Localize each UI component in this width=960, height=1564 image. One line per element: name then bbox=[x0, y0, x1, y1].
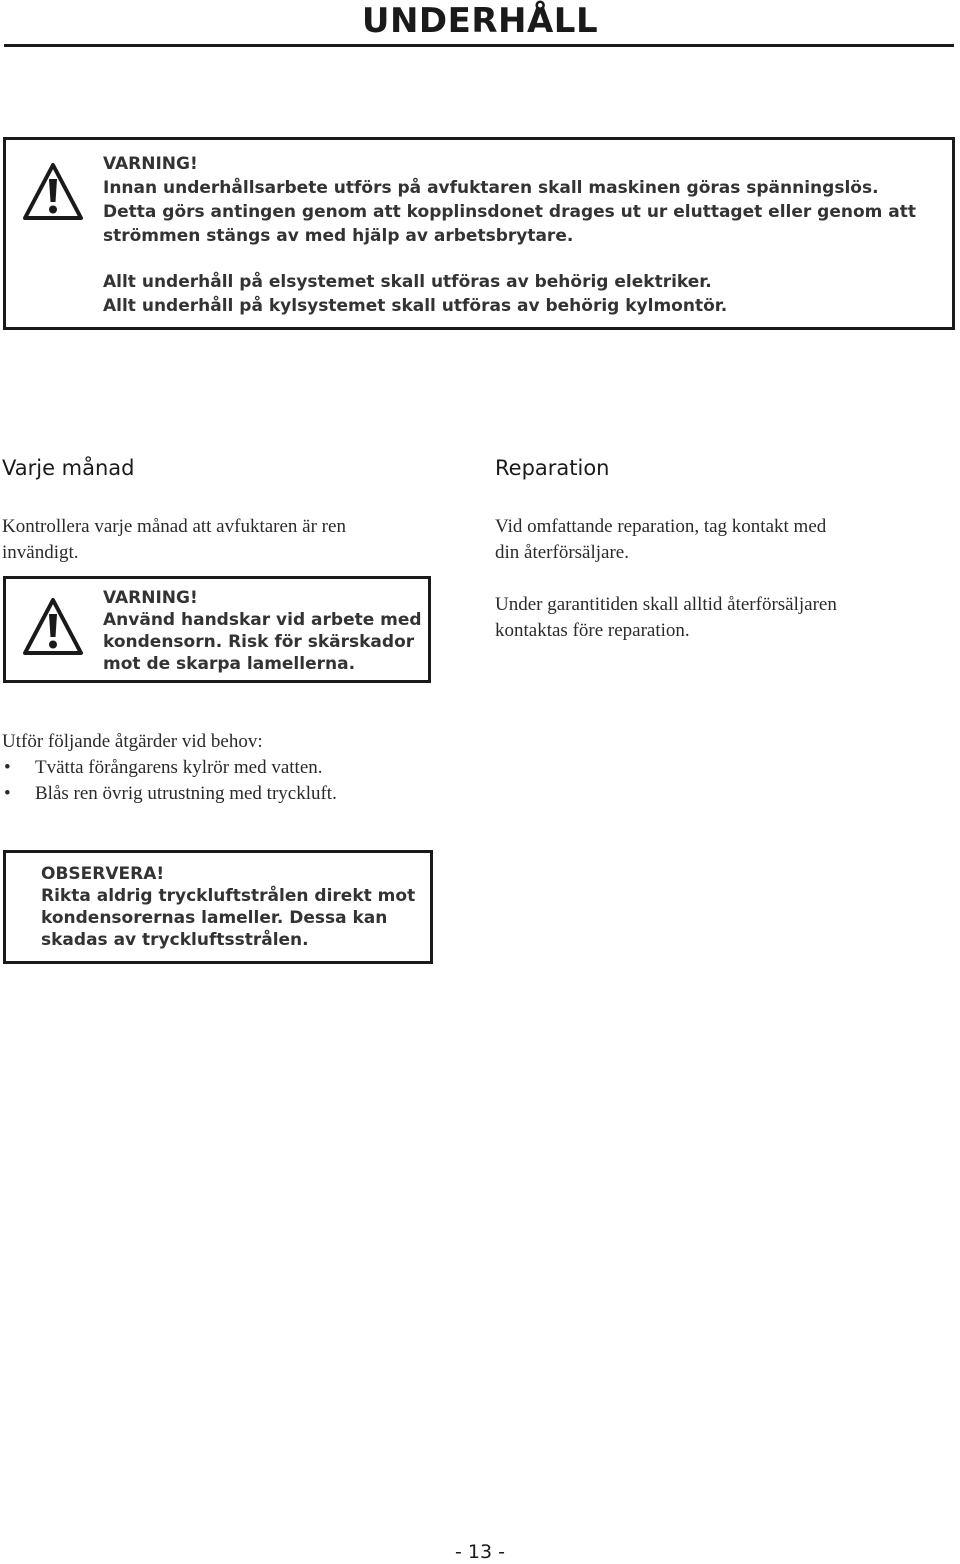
list-item-text: Tvätta förångarens kylrör med vatten. bbox=[35, 757, 323, 778]
warning-line: Detta görs antingen genom att kopplinsdonet drages ut ur eluttaget eller genom att bbox=[103, 202, 917, 222]
gloves-warning-text bbox=[103, 587, 428, 675]
warning-line: Innan underhållsarbete utförs på avfuktaren skall maskinen göras spänningslös. bbox=[103, 178, 879, 198]
repair-text bbox=[495, 514, 955, 644]
repair-heading: Reparation bbox=[495, 456, 610, 480]
gloves-warning-line: Använd handskar vid arbete med bbox=[103, 610, 422, 630]
warning-heading: VARNING! bbox=[103, 154, 198, 174]
monthly-text bbox=[2, 514, 462, 566]
monthly-heading: Varje månad bbox=[2, 456, 135, 480]
repair-para2-line: kontaktas före reparation. bbox=[495, 620, 690, 641]
gloves-warning-line: kondensorn. Risk för skärskador bbox=[103, 632, 415, 652]
note-text bbox=[41, 863, 431, 951]
repair-para2-line: Under garantitiden skall alltid återförsäljaren bbox=[495, 594, 837, 615]
warning-triangle-icon bbox=[22, 597, 84, 657]
note-box bbox=[3, 850, 433, 964]
note-line: Rikta aldrig tryckluftstrålen direkt mot bbox=[41, 886, 416, 906]
gloves-warning-heading: VARNING! bbox=[103, 588, 198, 608]
note-heading: OBSERVERA! bbox=[41, 864, 165, 884]
warning-line: Allt underhåll på kylsystemet skall utföras av behörig kylmontör. bbox=[103, 296, 728, 316]
note-line: skadas av tryckluftsstrålen. bbox=[41, 930, 309, 950]
monthly-text-line: invändigt. bbox=[2, 542, 79, 563]
warning-text bbox=[103, 152, 943, 318]
page-number: - 13 - bbox=[455, 1541, 505, 1563]
note-line: kondensorernas lameller. Dessa kan bbox=[41, 908, 388, 928]
actions-list bbox=[0, 755, 337, 807]
repair-para1-line: din återförsäljare. bbox=[495, 542, 629, 563]
list-item bbox=[0, 755, 337, 781]
monthly-text-line: Kontrollera varje månad att avfuktaren är ren bbox=[2, 516, 346, 537]
warning-line: strömmen stängs av med hjälp av arbetsbrytare. bbox=[103, 226, 574, 246]
list-item-text: Blås ren övrig utrustning med tryckluft. bbox=[35, 783, 337, 804]
warning-box bbox=[3, 137, 955, 330]
page-title: UNDERHÅLL bbox=[361, 1, 599, 41]
bullet-icon: • bbox=[4, 783, 11, 804]
list-item bbox=[0, 781, 337, 807]
repair-para1-line: Vid omfattande reparation, tag kontakt med bbox=[495, 516, 827, 537]
warning-triangle-icon bbox=[22, 162, 84, 222]
gloves-warning-box bbox=[3, 576, 431, 683]
warning-line: Allt underhåll på elsystemet skall utföras av behörig elektriker. bbox=[103, 272, 712, 292]
actions-intro: Utför följande åtgärder vid behov: bbox=[2, 731, 263, 752]
title-divider bbox=[4, 44, 954, 47]
bullet-icon: • bbox=[4, 757, 11, 778]
gloves-warning-line: mot de skarpa lamellerna. bbox=[103, 654, 356, 674]
